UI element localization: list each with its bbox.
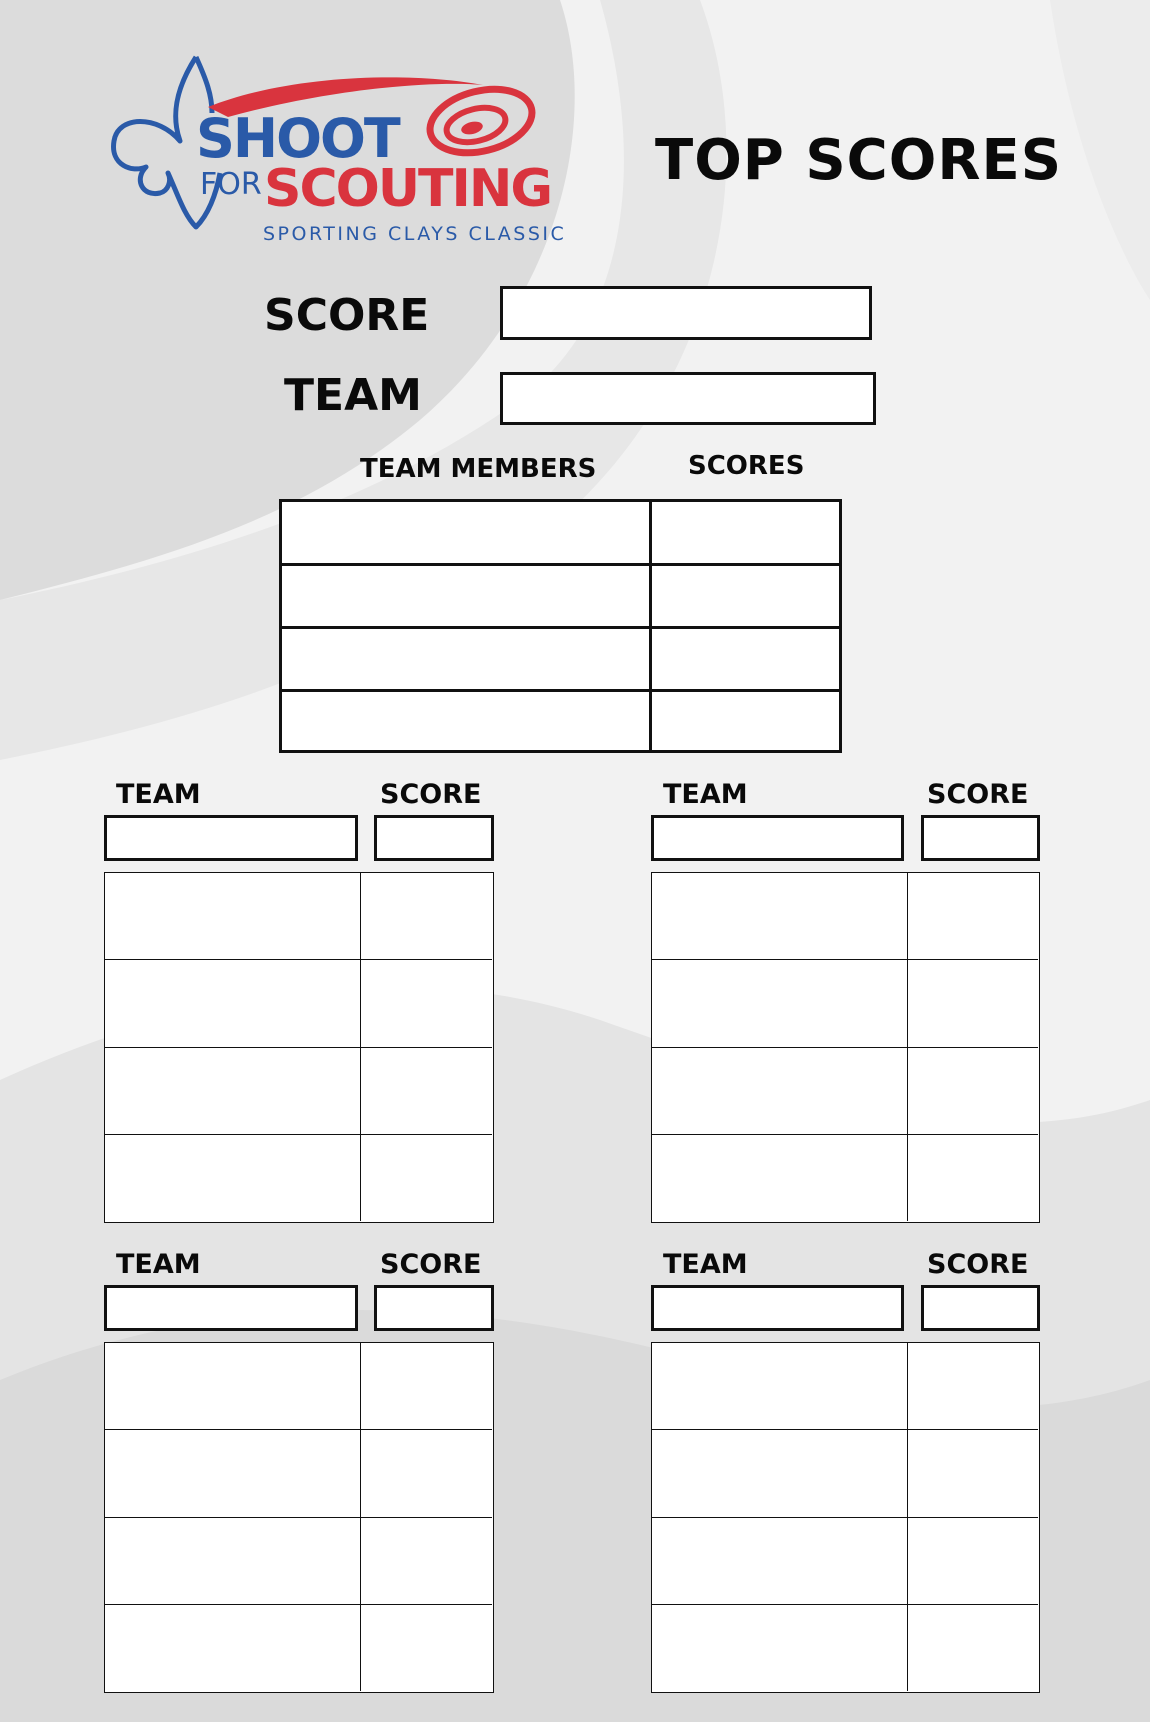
table-row-divider: [652, 1517, 1038, 1518]
team-block-member-cell[interactable]: [652, 1049, 907, 1134]
team-block-team-label: TEAM: [663, 779, 748, 810]
team-block-team-label: TEAM: [116, 779, 201, 810]
team-block-score-cell[interactable]: [362, 1049, 492, 1134]
table-row-divider: [105, 959, 492, 960]
table-row-divider: [652, 1604, 1038, 1605]
team-block-score-cell[interactable]: [362, 873, 492, 959]
team-block-score-cell[interactable]: [362, 1431, 492, 1517]
team-label: TEAM: [284, 370, 422, 421]
team-block-score-label: SCORE: [927, 1249, 1029, 1280]
team-block-score-cell[interactable]: [362, 1519, 492, 1604]
logo-for-text: FOR: [200, 167, 262, 202]
member-score-cell[interactable]: [652, 566, 839, 626]
team-block-score-cell[interactable]: [362, 1606, 492, 1691]
team-block-score-field[interactable]: [374, 1285, 494, 1331]
team-block-score-field[interactable]: [374, 815, 494, 861]
team-block-score-cell[interactable]: [909, 1343, 1038, 1429]
team-block-member-cell[interactable]: [652, 1519, 907, 1604]
logo-scouting-text: SCOUTING: [264, 159, 552, 219]
table-row-divider: [652, 1134, 1038, 1135]
team-block-score-cell[interactable]: [909, 1606, 1038, 1691]
team-block-score-cell[interactable]: [909, 873, 1038, 959]
team-block-table: [651, 872, 1040, 1223]
team-block-member-cell[interactable]: [652, 961, 907, 1047]
team-block-score-label: SCORE: [380, 1249, 482, 1280]
team-block-score-cell[interactable]: [362, 1343, 492, 1429]
team-block-member-cell[interactable]: [652, 1343, 907, 1429]
member-name-cell[interactable]: [282, 692, 649, 750]
table-row-divider: [105, 1047, 492, 1048]
team-block-score-cell[interactable]: [909, 1519, 1038, 1604]
table-row-divider: [652, 1047, 1038, 1048]
member-score-cell[interactable]: [652, 629, 839, 689]
team-block-team-field[interactable]: [651, 815, 904, 861]
table-row-divider: [652, 959, 1038, 960]
team-block-table: [651, 1342, 1040, 1693]
table-row-divider: [105, 1429, 492, 1430]
member-name-cell[interactable]: [282, 566, 649, 626]
team-block-member-cell[interactable]: [105, 1519, 360, 1604]
team-block-member-cell[interactable]: [652, 1606, 907, 1691]
member-score-cell[interactable]: [652, 502, 839, 563]
team-members-header: TEAM MEMBERS: [360, 454, 597, 484]
team-block-member-cell[interactable]: [652, 873, 907, 959]
table-row-divider: [105, 1134, 492, 1135]
team-block-score-label: SCORE: [380, 779, 482, 810]
team-block-table: [104, 1342, 494, 1693]
team-block-member-cell[interactable]: [105, 1049, 360, 1134]
shoot-for-scouting-logo: [108, 55, 588, 255]
team-block-member-cell[interactable]: [105, 1343, 360, 1429]
team-block-member-cell[interactable]: [652, 1136, 907, 1221]
team-block-score-cell[interactable]: [909, 1049, 1038, 1134]
page-title: TOP SCORES: [655, 128, 1063, 193]
team-block-team-field[interactable]: [104, 815, 358, 861]
team-block-score-cell[interactable]: [909, 961, 1038, 1047]
team-block-member-cell[interactable]: [105, 1431, 360, 1517]
table-row-divider: [105, 1517, 492, 1518]
team-block-member-cell[interactable]: [105, 1136, 360, 1221]
team-block-member-cell[interactable]: [105, 1606, 360, 1691]
team-block-score-cell[interactable]: [362, 961, 492, 1047]
team-block-team-field[interactable]: [651, 1285, 904, 1331]
team-block-score-label: SCORE: [927, 779, 1029, 810]
scores-header: SCORES: [688, 451, 805, 481]
logo-shoot-text: SHOOT: [196, 107, 399, 170]
team-block-table: [104, 872, 494, 1223]
team-block-team-label: TEAM: [116, 1249, 201, 1280]
logo-tagline: SPORTING CLAYS CLASSIC: [263, 223, 567, 245]
member-name-cell[interactable]: [282, 629, 649, 689]
team-block-score-cell[interactable]: [909, 1431, 1038, 1517]
team-block-score-cell[interactable]: [909, 1136, 1038, 1221]
team-block-member-cell[interactable]: [105, 873, 360, 959]
team-block-score-field[interactable]: [921, 815, 1040, 861]
team-block-member-cell[interactable]: [652, 1431, 907, 1517]
score-label: SCORE: [264, 290, 430, 341]
table-row-divider: [652, 1429, 1038, 1430]
team-block-score-field[interactable]: [921, 1285, 1040, 1331]
top-team-field[interactable]: [500, 372, 876, 425]
team-block-score-cell[interactable]: [362, 1136, 492, 1221]
top-score-field[interactable]: [500, 286, 872, 340]
team-block-member-cell[interactable]: [105, 961, 360, 1047]
team-block-team-label: TEAM: [663, 1249, 748, 1280]
member-score-cell[interactable]: [652, 692, 839, 750]
member-name-cell[interactable]: [282, 502, 649, 563]
team-block-team-field[interactable]: [104, 1285, 358, 1331]
top-members-table: [279, 499, 842, 753]
table-row-divider: [105, 1604, 492, 1605]
